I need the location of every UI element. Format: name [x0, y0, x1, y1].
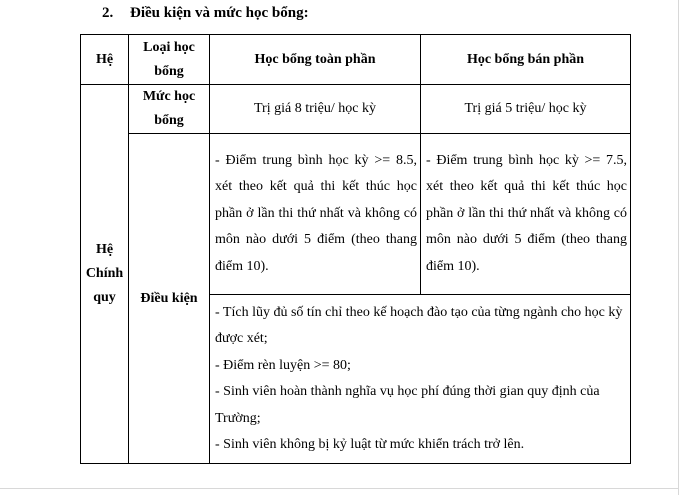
general-condition-item: - Sinh viên hoàn thành nghĩa vụ học phí đúng thời gian quy định của Trường;: [215, 384, 600, 426]
page-edge-bottom: [0, 488, 679, 489]
header-half: Học bổng bán phần: [466, 51, 585, 67]
dieu-kien-half-text: [421, 148, 630, 281]
muc-half-value: Trị giá 5 triệu/ học kỳ: [464, 101, 587, 116]
header-row: [81, 35, 631, 85]
header-loai-cell: [129, 35, 210, 85]
general-condition-item: - Sinh viên không bị kỷ luật từ mức khiển trách trở lên.: [215, 437, 525, 452]
muc-row: [81, 85, 631, 134]
muc-label-cell: [129, 85, 210, 134]
dieu-kien-half: - Điểm trung bình học kỳ >= 7.5, xét theo kết quả thi kết thúc học phần ở lần thi thứ nhất và không có môn nào dưới 5 điểm (theo thang điểm 10).: [426, 152, 627, 274]
page-edge-right: [678, 0, 679, 495]
header-full-cell: [210, 35, 421, 85]
dieu-kien-half-cell: [421, 134, 631, 295]
header-loai-line2: bổng: [154, 63, 184, 79]
general-conditions: [210, 300, 630, 459]
dieu-kien-full-text: [210, 148, 420, 281]
scholarship-table: [80, 34, 631, 464]
header-loai-line1: Loại học: [143, 39, 195, 55]
dieu-kien-full: - Điểm trung bình học kỳ >= 8.5, xét theo kết quả thi kết thúc học phần ở lần thi thứ nhất và không có môn nào dưới 5 điểm (theo thang điểm 10).: [215, 152, 417, 274]
muc-half-cell: [421, 85, 631, 134]
header-he: Hệ: [95, 51, 114, 67]
general-condition-item: - Tích lũy đủ số tín chỉ theo kế hoạch đào tạo của từng ngành cho học kỳ được xét;: [215, 304, 623, 346]
section-heading: [102, 5, 309, 22]
muc-full-cell: [210, 85, 421, 134]
he-line2: Chính: [85, 266, 124, 281]
general-condition-item: - Điểm rèn luyện >= 80;: [215, 357, 351, 373]
he-line3: quy: [93, 290, 116, 305]
muc-label-line1: Mức học: [142, 89, 196, 104]
header-full: Học bổng toàn phần: [254, 51, 376, 67]
dieu-kien-label-cell: [129, 134, 210, 464]
section-title: Điều kiện và mức học bổng:: [130, 5, 309, 21]
header-half-cell: [421, 35, 631, 85]
dieu-kien-label: Điều kiện: [140, 290, 198, 306]
general-conditions-cell: [210, 295, 631, 464]
muc-full-value: Trị giá 8 triệu/ học kỳ: [254, 101, 376, 116]
muc-label-line2: bổng: [154, 113, 184, 128]
section-number: 2.: [102, 5, 114, 21]
he-line1: Hệ: [95, 242, 114, 257]
dieu-kien-row: [81, 134, 631, 295]
dieu-kien-full-cell: [210, 134, 421, 295]
header-he-cell: [81, 35, 129, 85]
he-chinh-quy-cell: [81, 85, 129, 464]
